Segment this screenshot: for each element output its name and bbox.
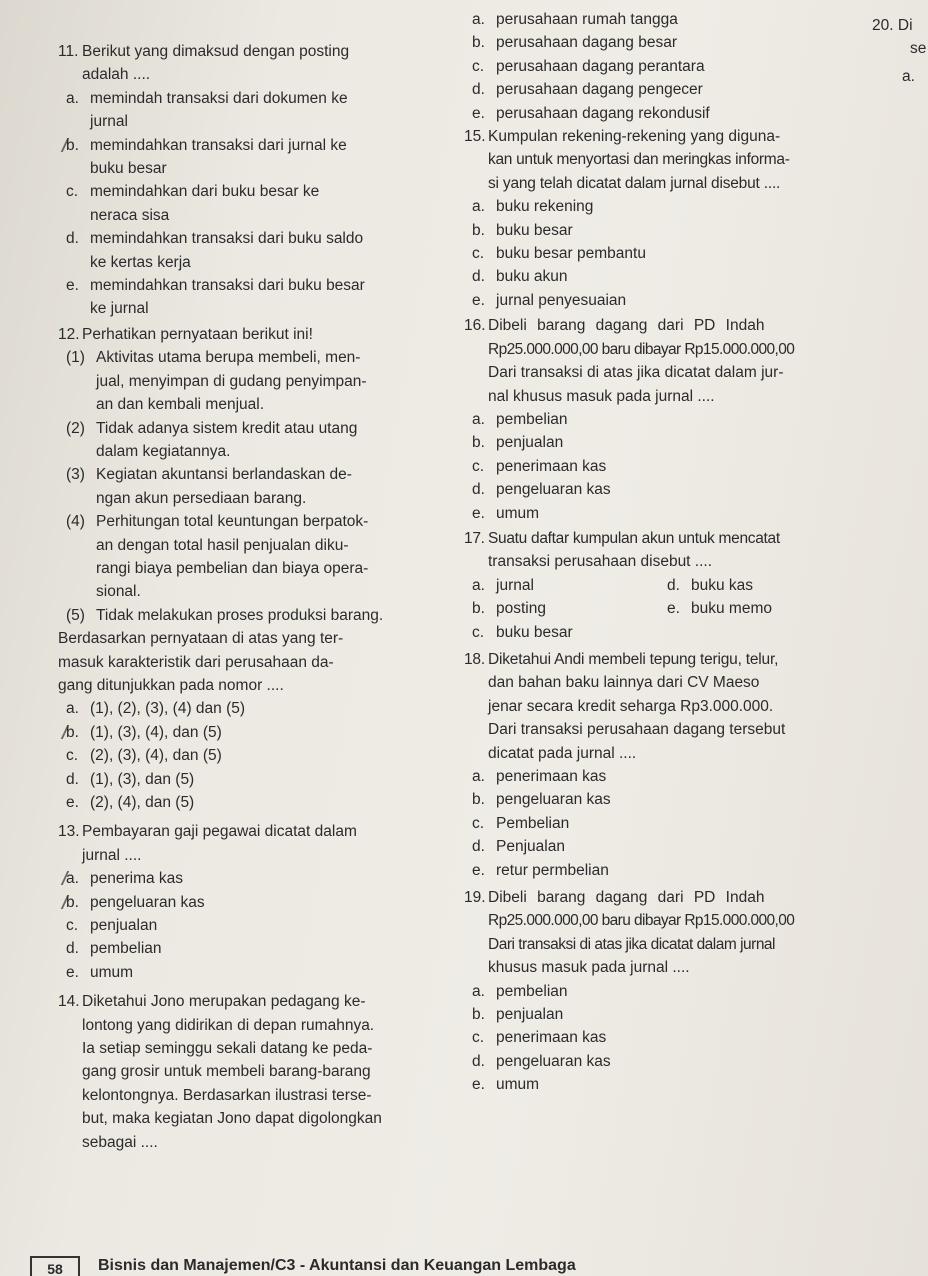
question-number: 18. [464, 650, 485, 668]
question-14-options [464, 8, 884, 125]
question-number: 20. [872, 17, 894, 34]
option-e[interactable]: e. jurnal penyesuaian [472, 291, 627, 309]
option-a[interactable]: a. pembelian [472, 410, 568, 428]
option-d[interactable]: d. pengeluaran kas [472, 1052, 611, 1070]
right-column [464, 8, 884, 1097]
option-d[interactable]: d. buku akun [472, 268, 568, 286]
option-a[interactable]: a. penerimaan kas [472, 768, 607, 785]
question-number: 14. [58, 993, 80, 1011]
question-20-partial: 20. Di se a. [872, 14, 928, 88]
question-17: 17. Suatu daftar kumpulan akun untuk mencatat transaksi perusahaan disebut .... a. jurnal d. buku kas b. posting e. buku memo c. buku besar [464, 527, 884, 644]
option-a[interactable]: a. perusahaan rumah tangga [472, 11, 678, 28]
option-c[interactable]: c. perusahaan dagang perantara [472, 57, 705, 75]
question-15: 15. Kumpulan rekening-rekening yang diguna- kan untuk menyortasi dan meringkas informa- si yang telah dicatat dalam jurnal disebut .... a. buku rekening b. buku besar c. buku besar pembantu d. buku akun e. jurnal penyesuaian [464, 125, 884, 312]
option-a[interactable]: a. [902, 67, 915, 85]
option-b[interactable]: b. (1), (3), (4), dan (5) [58, 721, 428, 744]
question-stem: Di [897, 17, 913, 34]
left-column [58, 40, 428, 1154]
option-d[interactable]: d. Penjualan [472, 838, 565, 856]
question-stem: Diketahui Jono merupakan pedagang ke- [82, 993, 366, 1011]
option-b[interactable]: b. buku besar [472, 221, 573, 239]
option-c[interactable]: c. Pembelian [472, 814, 570, 832]
option-c[interactable]: c. (2), (3), (4), dan (5) [66, 747, 222, 765]
question-stem: jurnal .... [82, 846, 142, 864]
question-stem: Perhatikan pernyataan berikut ini! [82, 325, 313, 343]
option-e[interactable]: e. (2), (4), dan (5) [66, 794, 195, 811]
option-e[interactable]: e. umum [472, 1076, 540, 1094]
question-text: gang ditunjukkan pada nomor .... [58, 676, 284, 694]
option-a[interactable]: a. buku rekening [472, 198, 594, 216]
option-a[interactable]: a. pembelian [472, 982, 568, 1000]
statement-3: (3) Kegiatan akuntansi berlandaskan de- ngan akun persediaan barang. [66, 466, 352, 507]
statement-2: (2) Tidak adanya sistem kredit atau utang dalam kegiatannya. [66, 419, 358, 460]
question-number: 16. [464, 317, 486, 335]
question-11 [58, 40, 428, 321]
question-stem: Pembayaran gaji pegawai dicatat dalam [82, 823, 357, 841]
question-text: Berdasarkan pernyataan di atas yang ter- [58, 630, 344, 648]
option-e[interactable]: e. retur permbelian [472, 861, 609, 879]
option-d[interactable]: d. memindahkan transaksi dari buku saldo ke kertas kerja [66, 230, 364, 271]
option-d[interactable]: d. perusahaan dagang pengecer [472, 81, 703, 99]
option-d[interactable]: d. pembelian [66, 940, 162, 958]
option-a[interactable]: a. (1), (2), (3), (4) dan (5) [66, 700, 246, 718]
option-e[interactable]: e. umum [472, 504, 540, 522]
option-c[interactable]: c. penjualan [66, 917, 158, 935]
option-b[interactable]: b. memindahkan transaksi dari jurnal ke buku besar [58, 134, 428, 181]
question-13 [58, 820, 428, 984]
option-d[interactable]: d. buku kas [667, 576, 754, 594]
page-footer [0, 1252, 928, 1276]
question-number: 17. [464, 529, 485, 547]
question-stem: Dibeli barang dagang dari PD Indah [488, 889, 765, 907]
option-e[interactable]: e. umum [66, 963, 134, 981]
question-14: 14. Diketahui Jono merupakan pedagang ke- lontong yang didirikan di depan rumahnya. Ia setiap seminggu sekali datang ke peda- gang grosir untuk membeli barang-barang kelontongnya. Berdasarkan ilustrasi terse- but, maka kegiatan Jono dapat digolongkan sebagai .... [58, 990, 428, 1154]
question-stem: Berikut yang dimaksud dengan posting [82, 43, 350, 60]
option-c[interactable]: c. penerimaan kas [472, 1029, 607, 1047]
option-b[interactable]: b. perusahaan dagang besar [472, 34, 677, 52]
question-number: 13. [58, 823, 80, 841]
statement-4: (4) Perhitungan total keuntungan berpatok- an dengan total hasil penjualan diku- rangi biaya pembelian dan biaya opera- sional. [66, 513, 369, 601]
option-a[interactable]: a. memindah transaksi dari dokumen ke jurnal [66, 89, 348, 131]
option-c[interactable]: c. memindahkan dari buku besar ke neraca sisa [66, 183, 320, 224]
option-e[interactable]: e. perusahaan dagang rekondusif [472, 104, 710, 122]
question-stem: Suatu daftar kumpulan akun untuk mencatat [488, 529, 780, 547]
question-number: 12. [58, 325, 80, 343]
question-stem: adalah .... [82, 66, 151, 84]
question-stem: Kumpulan rekening-rekening yang diguna- [488, 128, 781, 146]
statement-1: (1) Aktivitas utama berupa membeli, men- jual, menyimpan di gudang penyimpan- an dan kembali menjual. [66, 349, 367, 414]
question-12 [58, 323, 428, 815]
option-d[interactable]: d. pengeluaran kas [472, 481, 611, 499]
option-b[interactable]: b. penjualan [472, 434, 564, 452]
option-c[interactable]: c. buku besar [472, 623, 573, 641]
footer-title: Bisnis dan Manajemen/C3 - Akuntansi dan Keuangan Lembaga [98, 1257, 576, 1274]
page-number: 58 [30, 1256, 80, 1276]
question-number: 15. [464, 128, 486, 146]
option-c[interactable]: c. penerimaan kas [472, 457, 607, 475]
question-18: 18. Diketahui Andi membeli tepung terigu, telur, dan bahan baku lainnya dari CV Maeso jenar secara kredit seharga Rp3.000.000. Dari transaksi perusahaan dagang tersebut dicatat pada jurnal .... a. penerimaan kas b. pengeluaran kas c. Pembelian d. Penjualan e. retur permbelian [464, 648, 884, 882]
question-stem: Dibeli barang dagang dari PD Indah [488, 317, 765, 335]
option-e[interactable]: e. buku memo [667, 600, 772, 618]
statement-5: (5) Tidak melakukan proses produksi barang. [66, 606, 384, 624]
option-a[interactable]: a. penerima kas [58, 867, 428, 890]
option-b[interactable]: b. pengeluaran kas [472, 791, 611, 809]
option-e[interactable]: e. memindahkan transaksi dari buku besar ke jurnal [66, 277, 365, 318]
option-b[interactable]: b. posting [472, 600, 546, 618]
option-b[interactable]: b. penjualan [472, 1006, 564, 1024]
question-number: 19. [464, 889, 486, 907]
option-c[interactable]: c. buku besar pembantu [472, 245, 646, 263]
option-b[interactable]: b. pengeluaran kas [58, 891, 428, 914]
question-text: masuk karakteristik dari perusahaan da- [58, 653, 334, 671]
question-16: 16. Dibeli barang dagang dari PD Indah Rp25.000.000,00 baru dibayar Rp15.000.000,00 Dari transaksi di atas jika dicatat dalam jur- nal khusus masuk pada jurnal .... a. pembelian b. penjualan c. penerimaan kas d. pengeluaran kas e. umum [464, 314, 884, 525]
question-number: 11. [58, 43, 79, 60]
question-19: 19. Dibeli barang dagang dari PD Indah Rp25.000.000,00 baru dibayar Rp15.000.000,00 Dari transaksi di atas jika dicatat dalam jurnal khusus masuk pada jurnal .... a. pembelian b. penjualan c. penerimaan kas d. pengeluaran kas e. umum [464, 886, 884, 1097]
question-stem: Diketahui Andi membeli tepung terigu, telur, [488, 650, 779, 668]
option-a[interactable]: a. jurnal [472, 576, 534, 594]
option-d[interactable]: d. (1), (3), dan (5) [66, 770, 195, 788]
